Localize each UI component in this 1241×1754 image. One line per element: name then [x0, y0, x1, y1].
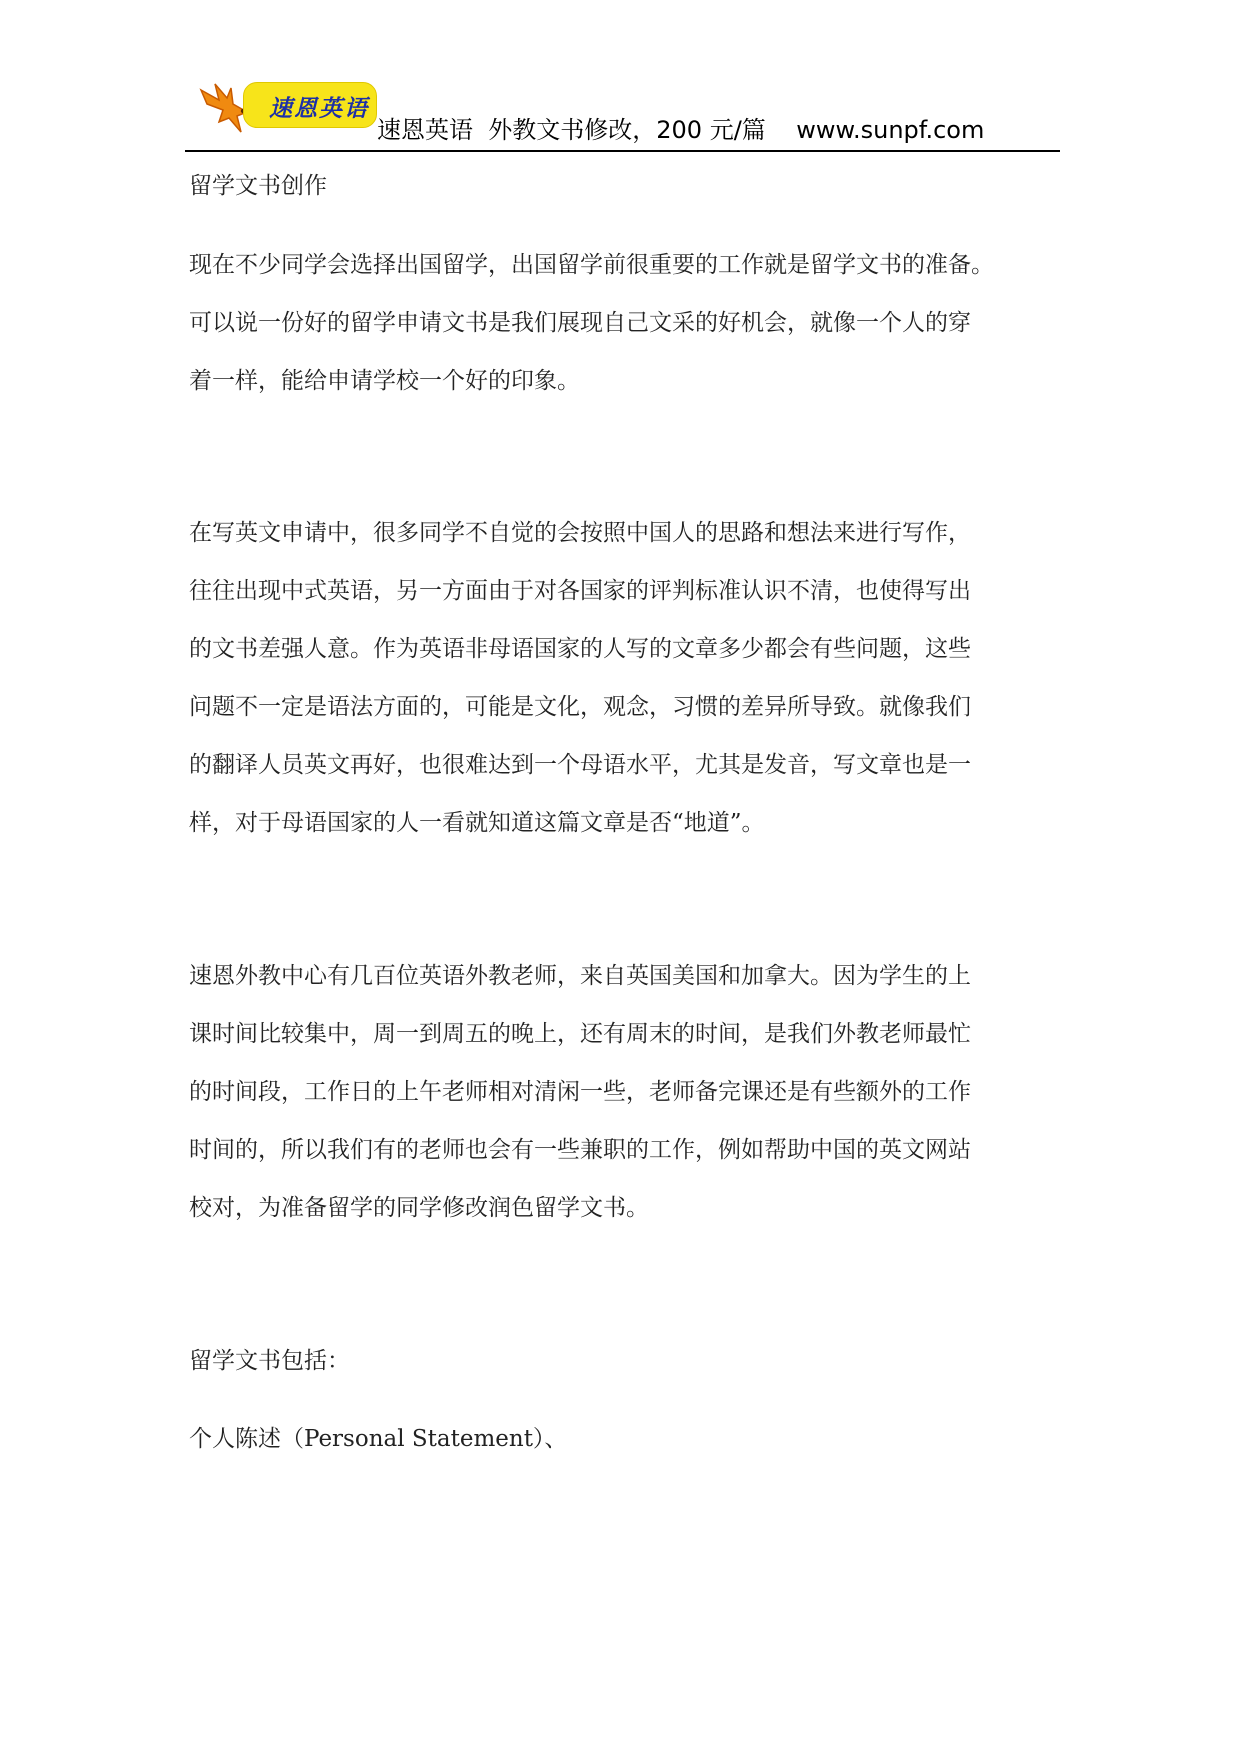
- paragraph-1-line-3: 着一样，能给申请学校一个好的印象。: [189, 368, 580, 394]
- sunen-logo: [197, 78, 387, 136]
- paragraph-2-line-4: 问题不一定是语法方面的，可能是文化，观念，习惯的差异所导致。就像我们: [189, 694, 971, 720]
- paragraph-3-line-4: 时间的，所以我们有的老师也会有一些兼职的工作，例如帮助中国的英文网站: [189, 1137, 971, 1163]
- paragraph-2-line-3: 的文书差强人意。作为英语非母语国家的人写的文章多少都会有些问题，这些: [189, 636, 971, 662]
- paragraph-1-line-2: 可以说一份好的留学申请文书是我们展现自己文采的好机会，就像一个人的穿: [189, 310, 971, 336]
- paragraph-2-line-5: 的翻译人员英文再好，也很难达到一个母语水平，尤其是发音，写文章也是一: [189, 752, 971, 778]
- paragraph-3-line-5: 校对，为准备留学的同学修改润色留学文书。: [189, 1195, 649, 1221]
- paragraph-3-line-1: 速恩外教中心有几百位英语外教老师，来自英国美国和加拿大。因为学生的上: [189, 963, 971, 989]
- page-header: [185, 70, 1060, 152]
- paragraph-1-line-1: 现在不少同学会选择出国留学，出国留学前很重要的工作就是留学文书的准备。: [189, 252, 994, 278]
- document-heading: 留学文书创作: [189, 173, 327, 199]
- paragraph-2-line-2: 往往出现中式英语，另一方面由于对各国家的评判标准认识不清，也使得写出: [189, 578, 971, 604]
- paragraph-2-line-6: 样，对于母语国家的人一看就知道这篇文章是否“地道”。: [189, 810, 765, 836]
- logo-text: 速恩英语: [269, 95, 369, 122]
- paragraph-2-line-1: 在写英文申请中，很多同学不自觉的会按照中国人的思路和想法来进行写作，: [189, 520, 971, 546]
- paragraph-3-line-2: 课时间比较集中，周一到周五的晚上，还有周末的时间，是我们外教老师最忙: [189, 1021, 971, 1047]
- list-heading: 留学文书包括：: [189, 1348, 350, 1374]
- header-title: 速恩英语 外教文书修改，200 元/篇 www.sunpf.com: [377, 116, 985, 144]
- paragraph-3-line-3: 的时间段，工作日的上午老师相对清闲一些，老师备完课还是有些额外的工作: [189, 1079, 971, 1105]
- list-item-personal-statement: 个人陈述（Personal Statement）、: [189, 1426, 568, 1452]
